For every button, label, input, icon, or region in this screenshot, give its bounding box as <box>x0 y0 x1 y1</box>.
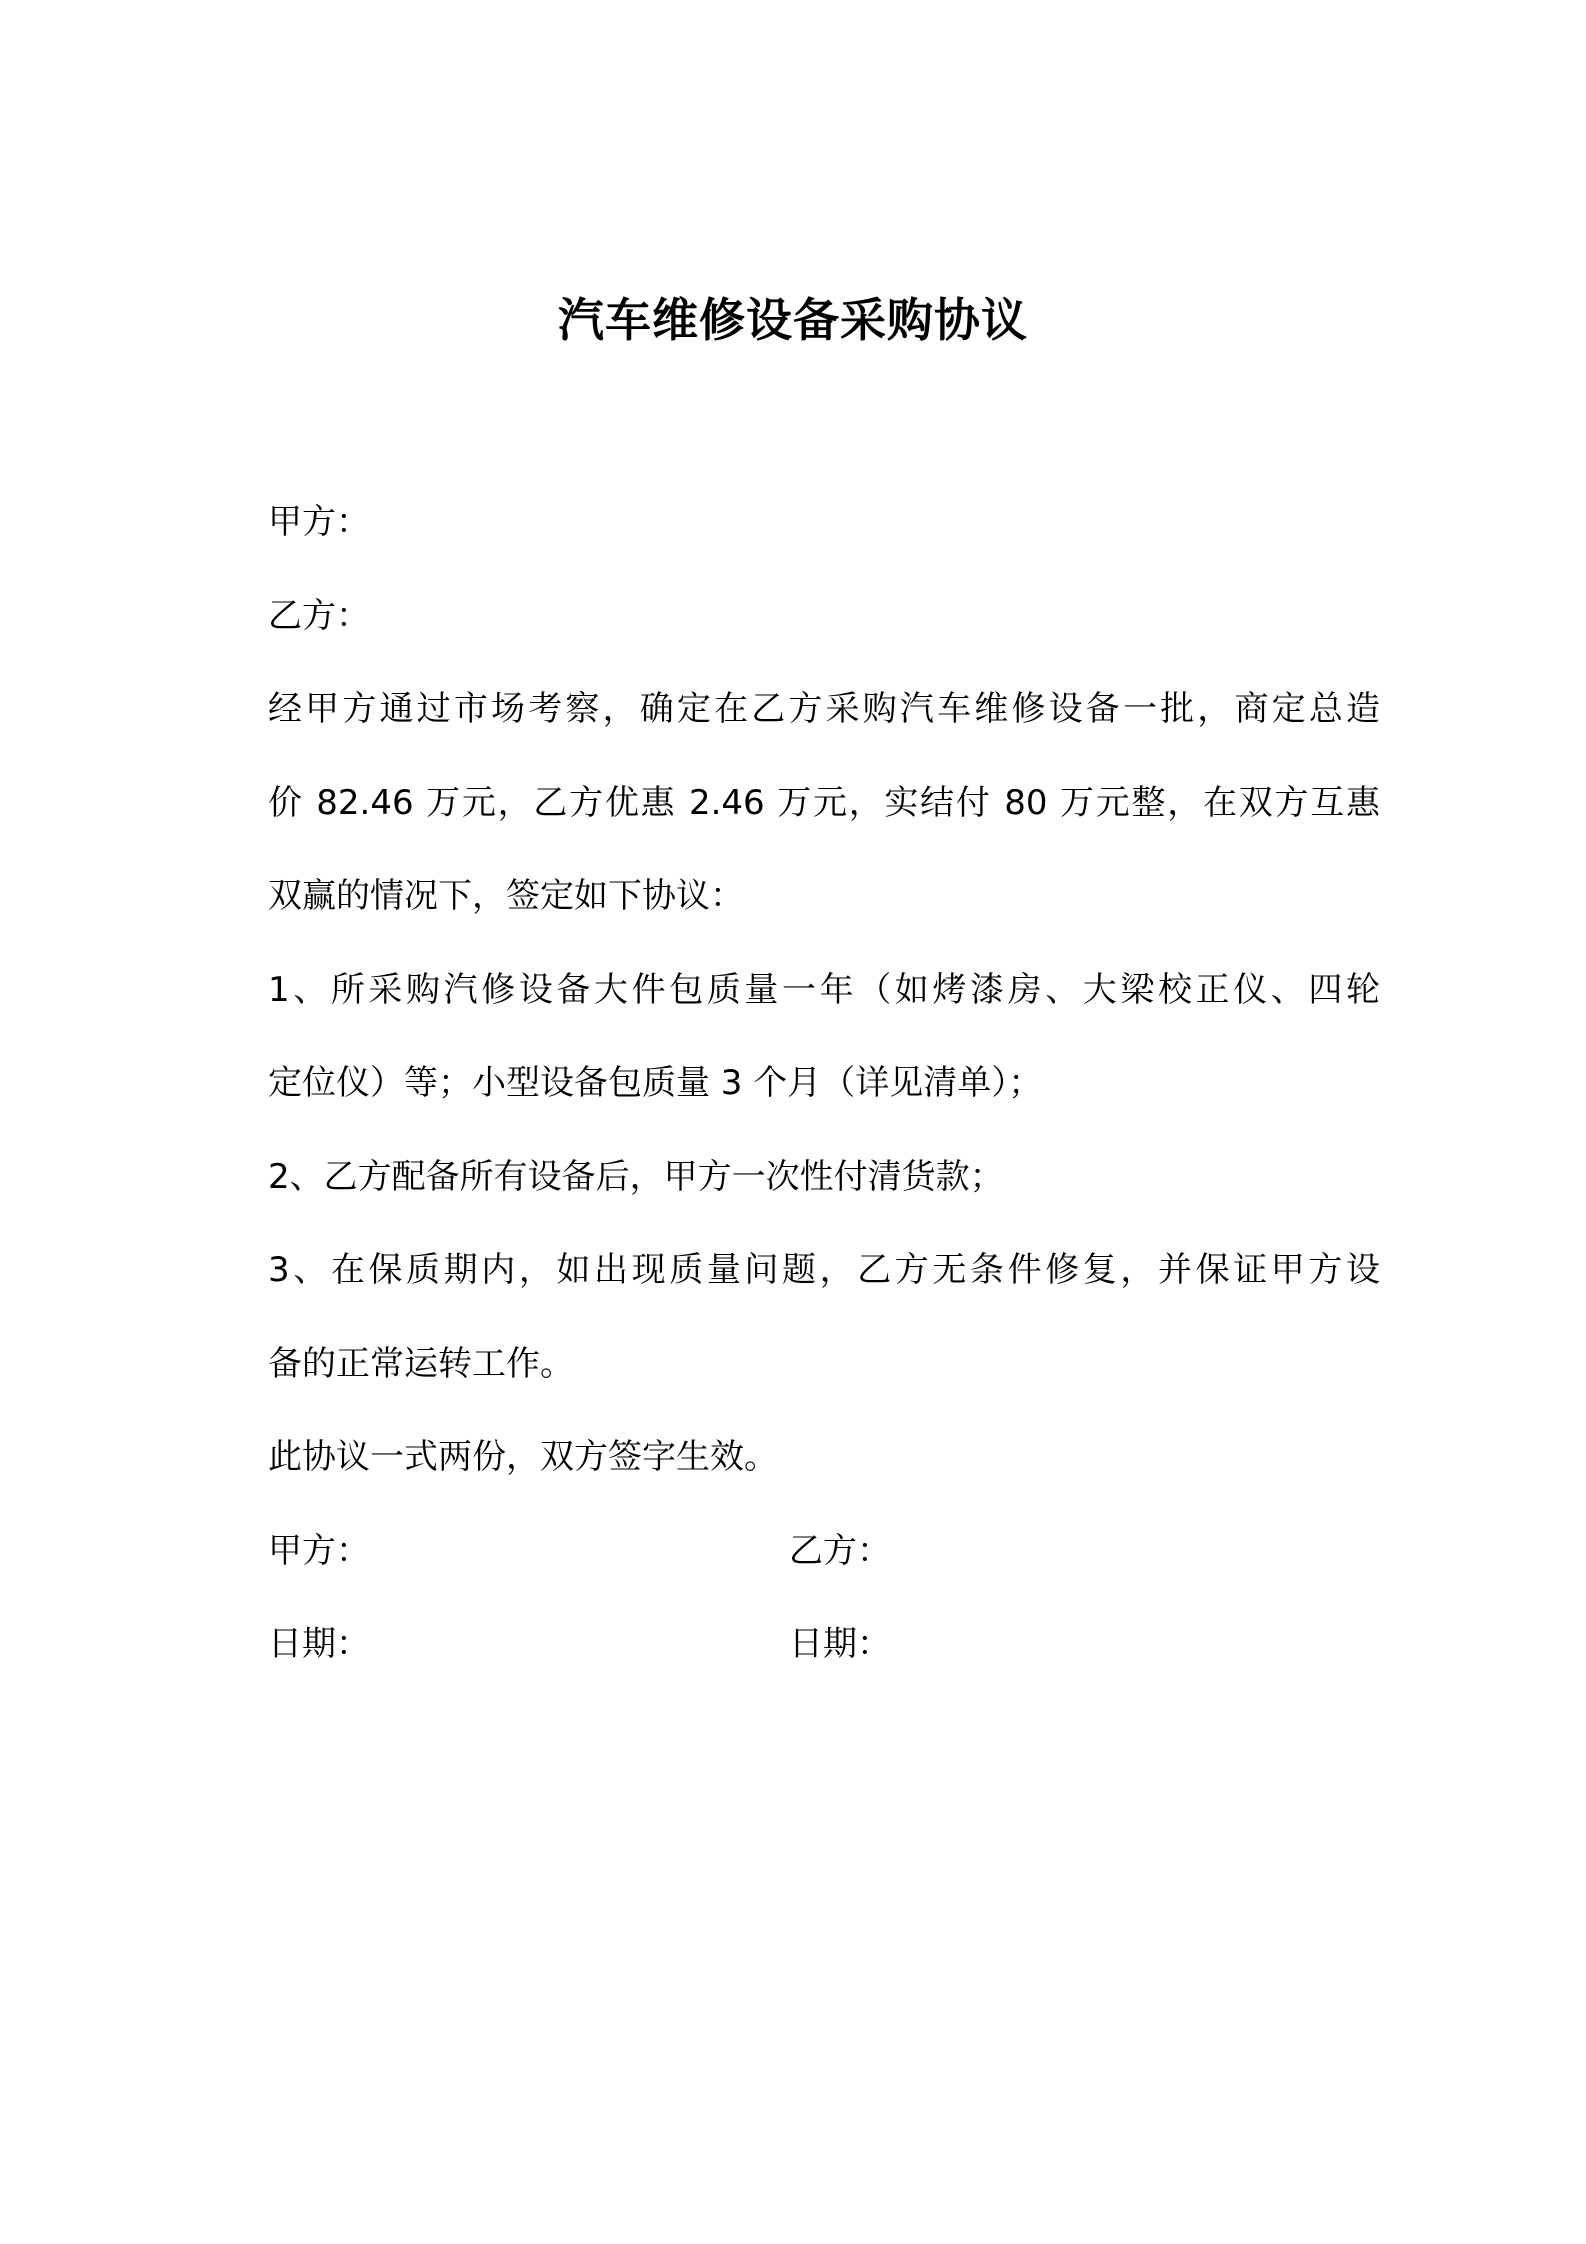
closing-statement: 此协议一式两份，双方签字生效。 <box>268 1437 778 1477</box>
signature-party-a-label: 甲方： <box>268 1530 370 1571</box>
signature-party-b-label: 乙方： <box>789 1530 891 1571</box>
date-party-b-label: 日期： <box>789 1624 891 1664</box>
party-a-label: 甲方： <box>268 502 370 542</box>
clause-1-line-1: 1、所采购汽修设备大件包质量一年（如烤漆房、大梁校正仪、四轮 <box>268 969 1380 1010</box>
intro-line-3: 双赢的情况下，签定如下协议： <box>268 876 744 916</box>
signature-row <box>268 1505 1380 1599</box>
intro-line-1: 经甲方通过市场考察，确定在乙方采购汽车维修设备一批，商定总造 <box>268 689 1380 729</box>
date-party-a-label: 日期： <box>268 1624 370 1664</box>
clause-3-line-2: 备的正常运转工作。 <box>268 1343 574 1384</box>
clause-3-line-1: 3、在保质期内，如出现质量问题，乙方无条件修复，并保证甲方设 <box>268 1250 1380 1290</box>
date-row <box>268 1598 1380 1692</box>
intro-line-2: 价 82.46 万元，乙方优惠 2.46 万元，实结付 80 万元整，在双方互惠 <box>268 782 1380 823</box>
party-b-label: 乙方： <box>268 595 370 636</box>
clause-2: 2、乙方配备所有设备后，甲方一次性付清货款； <box>268 1156 1004 1197</box>
document-title: 汽车维修设备采购协议 <box>558 293 1028 347</box>
clause-1-line-2: 定位仪）等；小型设备包质量 3 个月（详见清单）； <box>268 1063 1043 1103</box>
document-body <box>268 476 1380 1692</box>
